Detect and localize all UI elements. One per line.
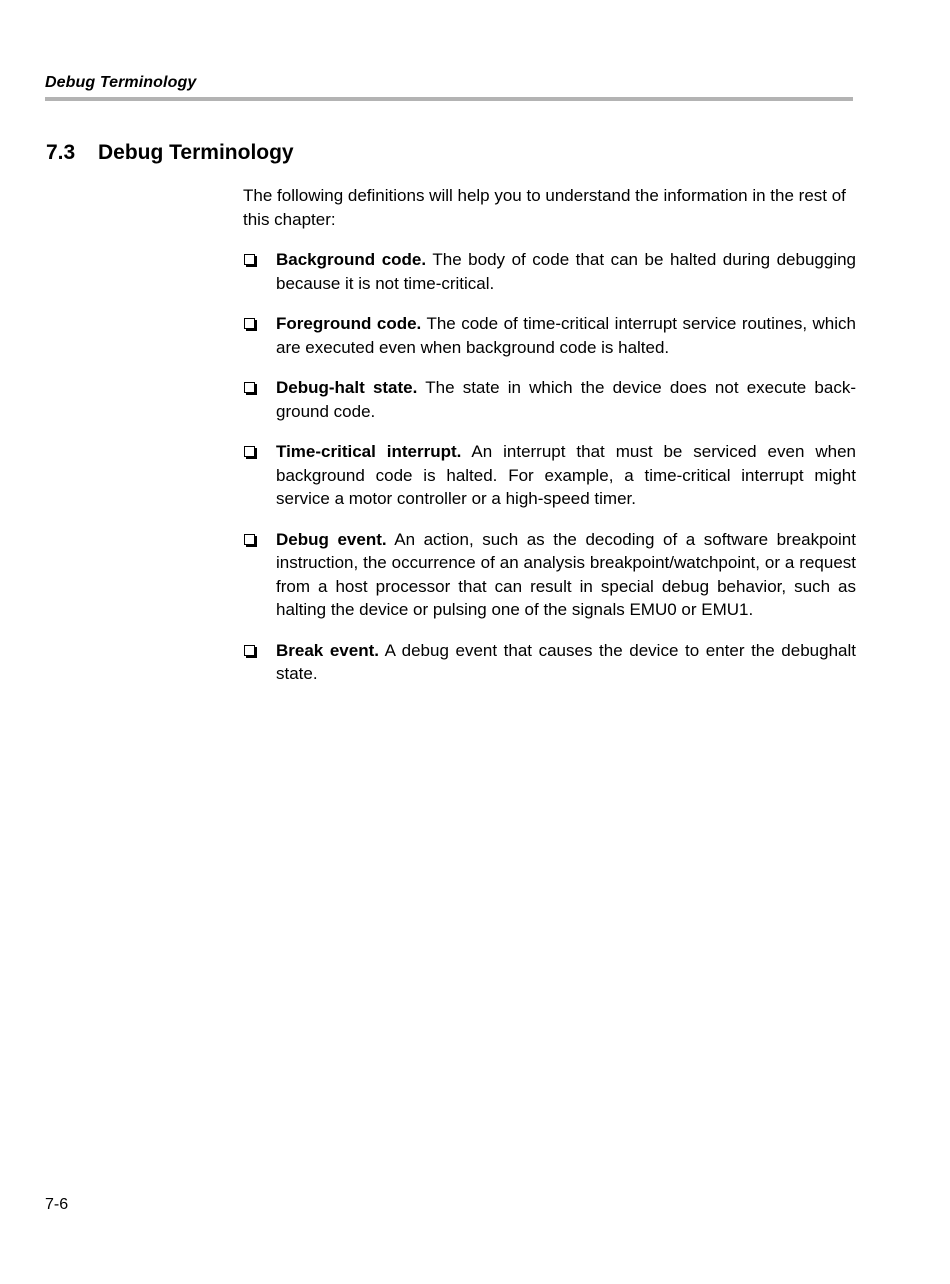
definition-term: Foreground code. bbox=[276, 314, 422, 333]
checkbox-bullet-icon bbox=[244, 446, 255, 457]
definition-term: Debug event. bbox=[276, 529, 387, 549]
section-heading bbox=[46, 141, 294, 165]
header-rule bbox=[45, 97, 853, 101]
definition-term: Time-critical interrupt. bbox=[276, 442, 462, 461]
definition-list bbox=[243, 248, 856, 686]
intro-paragraph: The following definitions will help you to understand the information in the rest of this chapter: bbox=[243, 186, 846, 229]
checkbox-bullet-icon bbox=[244, 534, 255, 545]
section-title: Debug Terminology bbox=[98, 141, 294, 164]
checkbox-bullet-icon bbox=[244, 645, 255, 656]
page-number: 7-6 bbox=[45, 1196, 69, 1213]
definition-item bbox=[243, 639, 856, 686]
definition-item bbox=[243, 528, 856, 622]
definition-term: Break event. bbox=[276, 640, 379, 660]
definition-text: The state in which the device does not execute background code. bbox=[276, 378, 857, 421]
content-body bbox=[243, 184, 856, 703]
section-number: 7.3 bbox=[46, 141, 76, 164]
definition-item bbox=[243, 440, 856, 511]
checkbox-bullet-icon bbox=[244, 382, 255, 393]
definition-term: Background code. bbox=[276, 250, 427, 269]
checkbox-bullet-icon bbox=[244, 254, 255, 265]
checkbox-bullet-icon bbox=[244, 318, 255, 329]
definition-term: Debug-halt state. bbox=[276, 378, 418, 397]
definition-text: A debug event that causes the device to enter the debughalt state. bbox=[276, 640, 856, 683]
definition-text: An interrupt that must be serviced even when background code is halted. For example, a time-critical interrupt might service a motor controller or a high-speed timer. bbox=[276, 442, 856, 508]
definition-text: The body of code that can be halted during debugging because it is not time-critical. bbox=[276, 250, 857, 293]
definition-text: The code of time-critical interrupt service routines, which are executed even when background code is halted. bbox=[276, 314, 856, 357]
definition-text: An action, such as the decoding of a software breakpoint instruction, the occurrence of an analysis breakpoint/watchpoint, or a request from a host processor that can result in special debug behavior, such as halting the device or pulsing one of the signals EMU0 or EMU1. bbox=[276, 529, 856, 619]
definition-item bbox=[243, 312, 856, 359]
definition-item bbox=[243, 248, 856, 295]
running-header: Debug Terminology bbox=[45, 74, 197, 91]
definition-item bbox=[243, 376, 856, 423]
